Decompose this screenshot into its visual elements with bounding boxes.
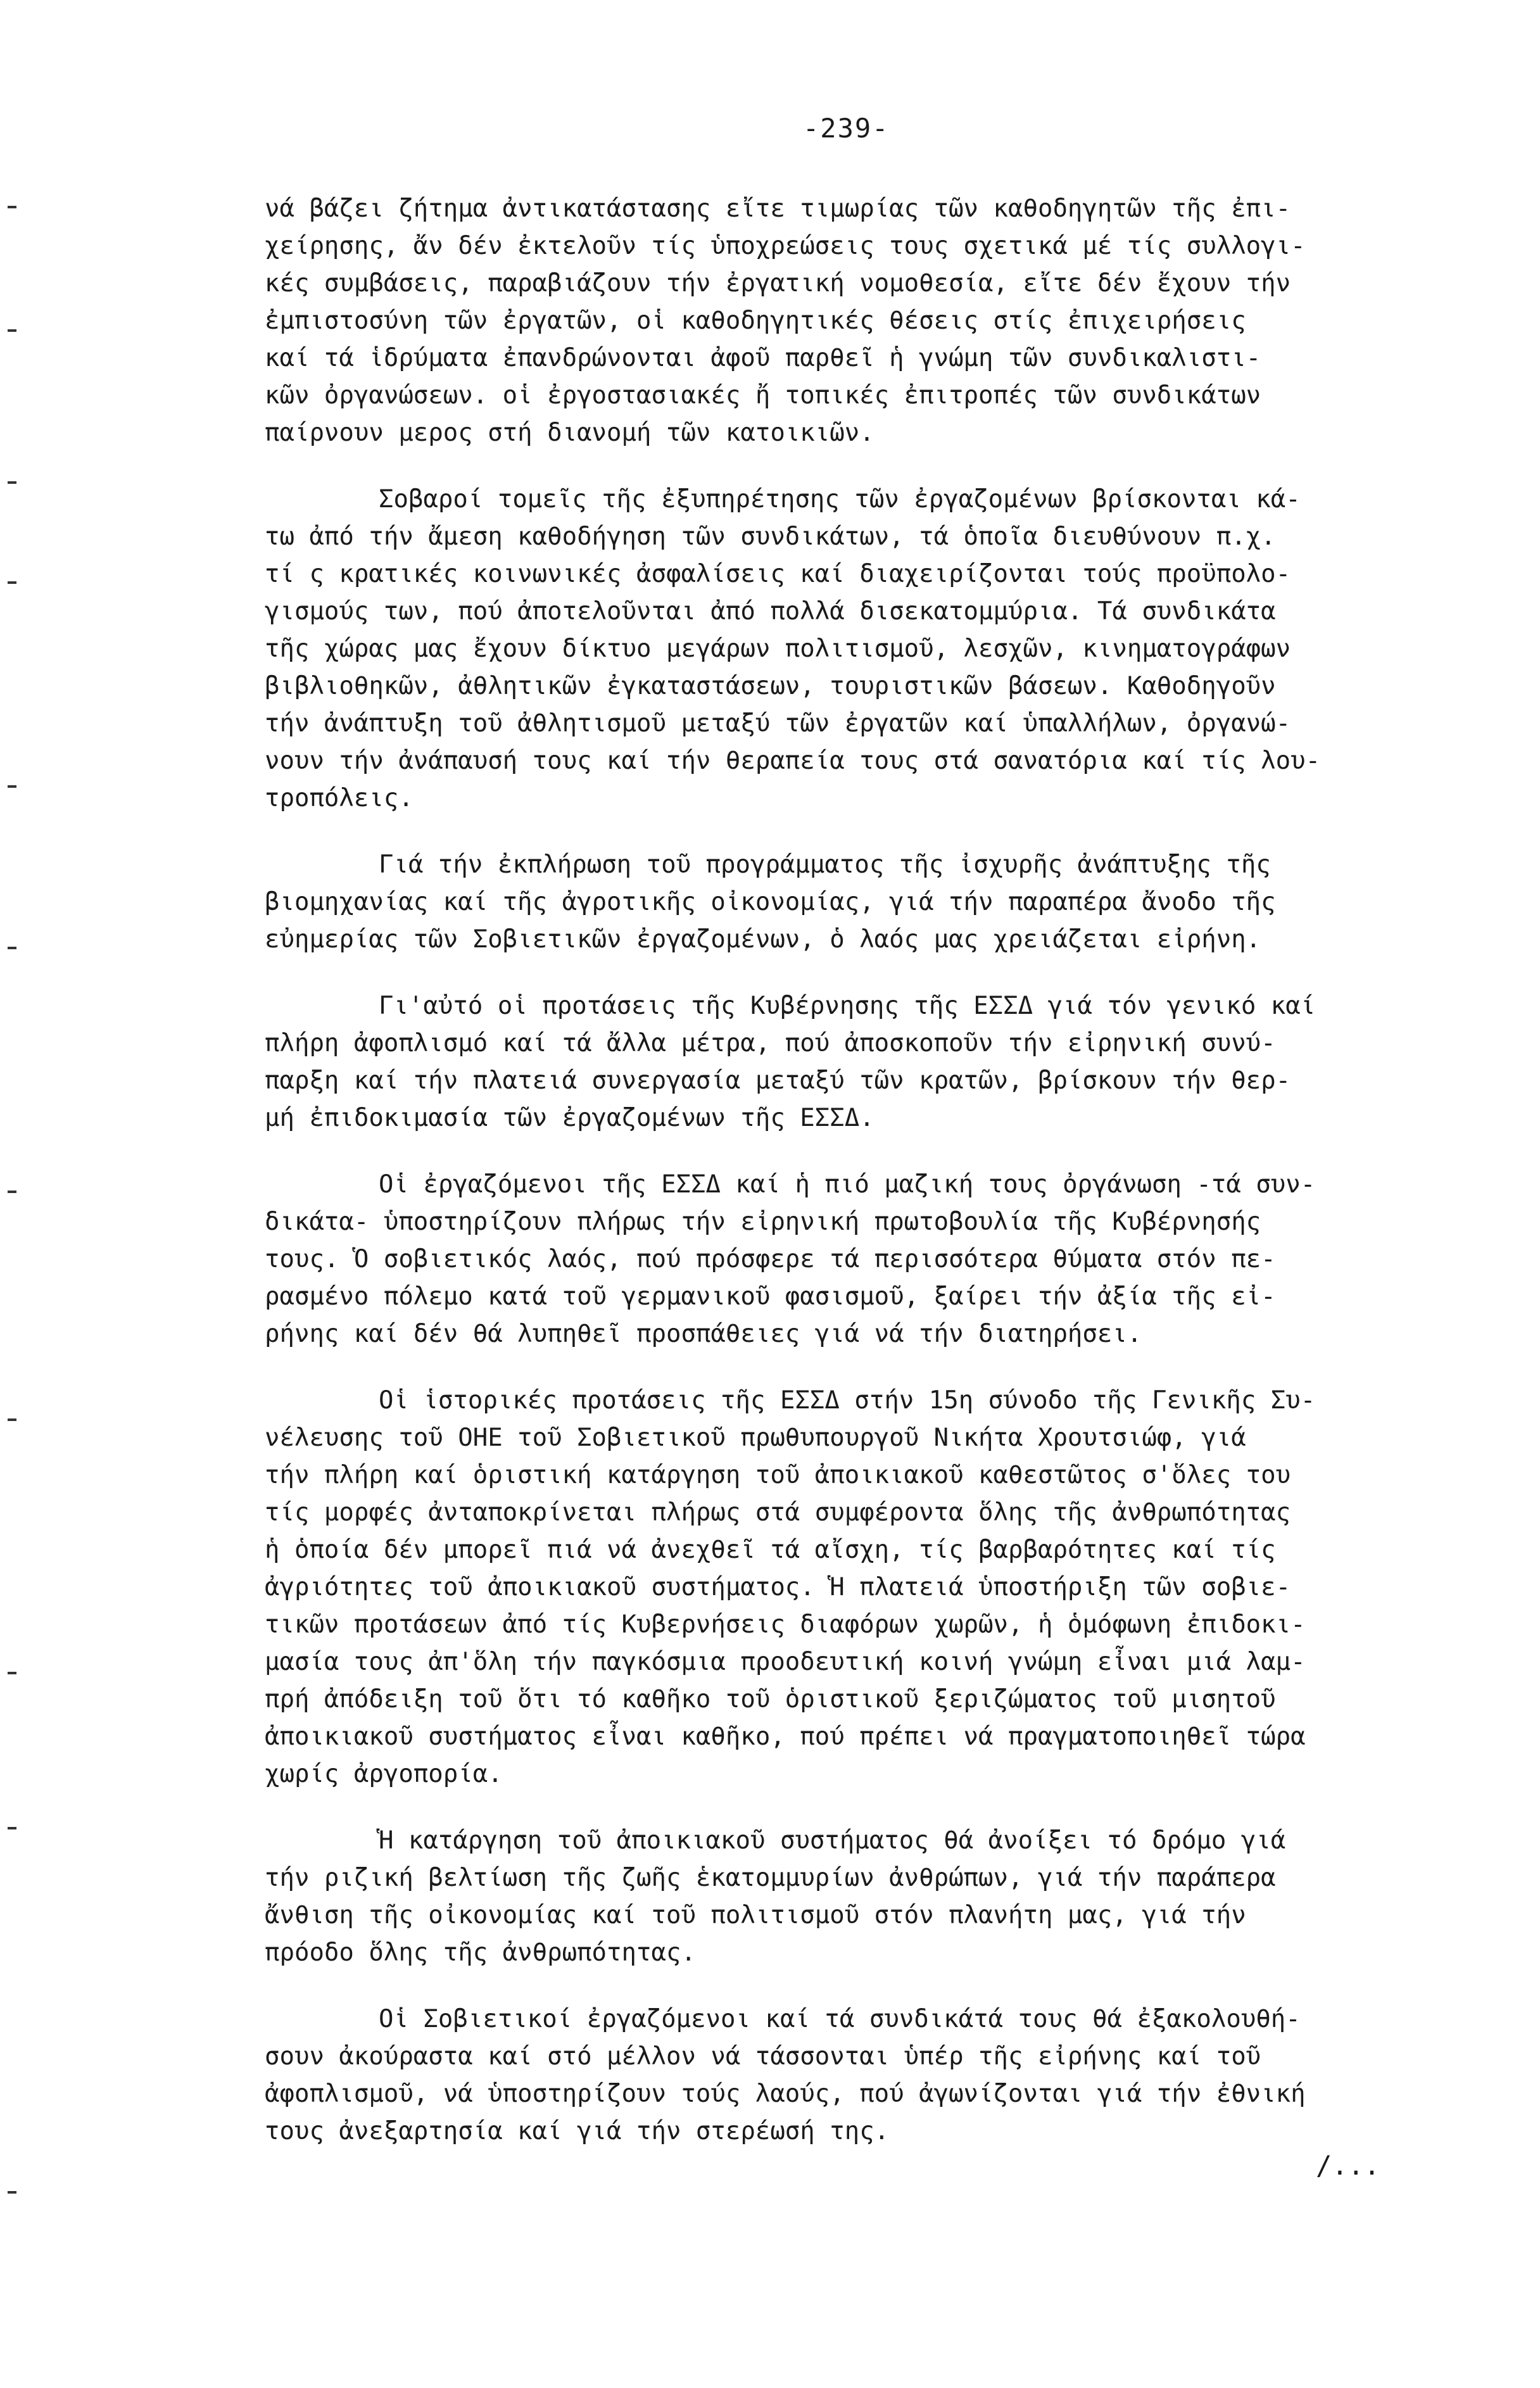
paragraph bbox=[265, 190, 1455, 452]
text-line: βιβλιοθηκῶν, ἀθλητικῶν ἐγκαταστάσεων, τουριστικῶν βάσεων. Καθοδηγοῦν bbox=[265, 672, 1276, 700]
text-line: βιομηχανίας καί τῆς ἀγροτικῆς οἰκονομίας, γιά τήν παραπέρα ἄνοδο τῆς bbox=[265, 888, 1276, 916]
text-line: καί τά ἱδρύματα ἐπανδρώνονται ἀφοῦ παρθεῖ ἡ γνώμη τῶν συνδικαλιστι- bbox=[265, 344, 1261, 372]
text-line: κῶν ὀργανώσεων. οἱ ἐργοστασιακές ἤ τοπικές ἐπιτροπές τῶν συνδικάτων bbox=[265, 381, 1261, 410]
text-line: τήν ριζική βελτίωση τῆς ζωῆς ἑκατομμυρίων ἀνθρώπων, γιά τήν παράπερα bbox=[265, 1864, 1276, 1892]
continuation-mark: /... bbox=[1316, 2150, 1380, 2181]
paragraph bbox=[265, 1822, 1455, 1971]
paragraph bbox=[265, 1382, 1455, 1793]
text-line: δικάτα- ὑποστηρίζουν πλήρως τήν εἰρηνική πρωτοβουλία τῆς Κυβέρνησής bbox=[265, 1208, 1261, 1236]
text-line: παίρνουν μερος στή διανομή τῶν κατοικιῶν. bbox=[265, 419, 874, 447]
text-line: παρξη καί τήν πλατειά συνεργασία μεταξύ τῶν κρατῶν, βρίσκουν τήν θερ- bbox=[265, 1066, 1291, 1095]
margin-tick bbox=[8, 2191, 16, 2194]
text-line: Οἱ ἐργαζόμενοι τῆς ΕΣΣΔ καί ἡ πιό μαζική τους ὀργάνωση -τά συν- bbox=[379, 1170, 1316, 1199]
text-line: πλήρη ἀφοπλισμό καί τά ἄλλα μέτρα, πού ἀποσκοποῦν τήν εἰρηνική συνύ- bbox=[265, 1029, 1276, 1058]
text-line: χείρησης, ἄν δέν ἐκτελοῦν τίς ὑποχρεώσεις τους σχετικά μέ τίς συλλογι- bbox=[265, 232, 1306, 260]
text-line: Σοβαροί τομεῖς τῆς ἐξυπηρέτησης τῶν ἐργαζομένων βρίσκονται κά- bbox=[379, 485, 1301, 514]
text-line: ἀφοπλισμοῦ, νά ὑποστηρίζουν τούς λαούς, πού ἀγωνίζονται γιά τήν ἐθνική bbox=[265, 2080, 1306, 2108]
paragraph bbox=[265, 987, 1455, 1137]
text-line: σουν ἀκούραστα καί στό μέλλον νά τάσσονται ὑπέρ τῆς εἰρήνης καί τοῦ bbox=[265, 2042, 1261, 2071]
paragraph bbox=[265, 2000, 1455, 2150]
page-number: -239- bbox=[803, 113, 890, 144]
text-line: μή ἐπιδοκιμασία τῶν ἐργαζομένων τῆς ΕΣΣΔ. bbox=[265, 1104, 874, 1132]
text-line: τήν πλήρη καί ὁριστική κατάργηση τοῦ ἀποικιακοῦ καθεστῶτος σ'ὅλες του bbox=[265, 1461, 1291, 1489]
paragraph bbox=[265, 481, 1455, 817]
text-line: ἄνθιση τῆς οἰκονομίας καί τοῦ πολιτισμοῦ στόν πλανήτη μας, γιά τήν bbox=[265, 1901, 1246, 1930]
text-line: πρή ἀπόδειξη τοῦ ὅτι τό καθῆκο τοῦ ὁριστικοῦ ξεριζώματος τοῦ μισητοῦ bbox=[265, 1685, 1276, 1714]
margin-tick bbox=[8, 481, 16, 484]
margin-tick bbox=[8, 1418, 16, 1421]
text-line: ρασμένο πόλεμο κατά τοῦ γερμανικοῦ φασισμοῦ, ξαίρει τήν ἀξία τῆς εἰ- bbox=[265, 1282, 1276, 1311]
text-line: χωρίς ἀργοπορία. bbox=[265, 1760, 503, 1788]
text-line: ἀποικιακοῦ συστήματος εἶναι καθῆκο, πού πρέπει νά πραγματοποιηθεῖ τώρα bbox=[265, 1722, 1306, 1751]
text-line: νά βάζει ζήτημα ἀντικατάστασης εἴτε τιμωρίας τῶν καθοδηγητῶν τῆς ἐπι- bbox=[265, 194, 1291, 223]
text-line: πρόοδο ὅλης τῆς ἀνθρωπότητας. bbox=[265, 1938, 696, 1967]
text-line: κές συμβάσεις, παραβιάζουν τήν ἐργατική νομοθεσία, εἴτε δέν ἔχουν τήν bbox=[265, 269, 1291, 298]
margin-tick bbox=[8, 581, 16, 584]
text-line: νουν τήν ἀνάπαυσή τους καί τήν θεραπεία τους στά σανατόρια καί τίς λου- bbox=[265, 747, 1321, 775]
text-line: γισμούς των, πού ἀποτελοῦνται ἀπό πολλά δισεκατομμύρια. Τά συνδικάτα bbox=[265, 597, 1276, 626]
text-line: τους. Ὁ σοβιετικός λαός, πού πρόσφερε τά περισσότερα θύματα στόν πε- bbox=[265, 1245, 1276, 1273]
margin-tick bbox=[8, 1827, 16, 1829]
text-line: τροπόλεις. bbox=[265, 784, 413, 812]
text-line: τους ἀνεξαρτησία καί γιά τήν στερέωσή της. bbox=[265, 2117, 890, 2145]
text-line: τίς μορφές ἀνταποκρίνεται πλήρως στά συμφέροντα ὅλης τῆς ἀνθρωπότητας bbox=[265, 1498, 1291, 1527]
paragraph bbox=[265, 1166, 1455, 1353]
margin-tick bbox=[8, 1672, 16, 1674]
text-line: εὐημερίας τῶν Σοβιετικῶν ἐργαζομένων, ὁ λαός μας χρειάζεται εἰρήνη. bbox=[265, 925, 1261, 954]
margin-tick bbox=[8, 1191, 16, 1193]
text-line: τήν ἀνάπτυξη τοῦ ἀθλητισμοῦ μεταξύ τῶν ἐργατῶν καί ὑπαλλήλων, ὀργανώ- bbox=[265, 709, 1291, 738]
text-line: Γιά τήν ἐκπλήρωση τοῦ προγράμματος τῆς ἰσχυρῆς ἀνάπτυξης τῆς bbox=[379, 850, 1271, 879]
text-line: τῆς χώρας μας ἔχουν δίκτυο μεγάρων πολιτισμοῦ, λεσχῶν, κινηματογράφων bbox=[265, 635, 1291, 663]
text-line: ρήνης καί δέν θά λυπηθεῖ προσπάθειες γιά νά τήν διατηρήσει. bbox=[265, 1320, 1142, 1348]
body-text bbox=[265, 190, 1455, 2179]
margin-tick bbox=[8, 947, 16, 949]
margin-tick bbox=[8, 785, 16, 788]
paragraph bbox=[265, 846, 1455, 958]
text-line: νέλευσης τοῦ ΟΗΕ τοῦ Σοβιετικοῦ πρωθυπουργοῦ Νικήτα Χρουτσιώφ, γιά bbox=[265, 1424, 1246, 1452]
margin-tick bbox=[8, 329, 16, 332]
text-line: ἀγριότητες τοῦ ἀποικιακοῦ συστήματος. Ἡ πλατειά ὑποστήριξη τῶν σοβιε- bbox=[265, 1573, 1291, 1601]
text-line: τικῶν προτάσεων ἀπό τίς Κυβερνήσεις διαφόρων χωρῶν, ἡ ὁμόφωνη ἐπιδοκι- bbox=[265, 1610, 1306, 1639]
text-line: ἡ ὁποία δέν μπορεῖ πιά νά ἀνεχθεῖ τά αἴσχη, τίς βαρβαρότητες καί τίς bbox=[265, 1536, 1276, 1564]
text-line: Οἱ Σοβιετικοί ἐργαζόμενοι καί τά συνδικάτά τους θά ἐξακολουθή- bbox=[379, 2005, 1301, 2033]
text-line: ἐμπιστοσύνη τῶν ἐργατῶν, οἱ καθοδηγητικές θέσεις στίς ἐπιχειρήσεις bbox=[265, 306, 1246, 335]
text-line: μασία τους ἀπ'ὅλη τήν παγκόσμια προοδευτική κοινή γνώμη εἶναι μιά λαμ- bbox=[265, 1648, 1306, 1676]
text-line: Ἡ κατάργηση τοῦ ἀποικιακοῦ συστήματος θά ἀνοίξει τό δρόμο γιά bbox=[379, 1826, 1286, 1855]
margin-tick bbox=[8, 206, 16, 208]
text-line: τω ἀπό τήν ἄμεση καθοδήγηση τῶν συνδικάτων, τά ὁποῖα διευθύνουν π.χ. bbox=[265, 522, 1276, 551]
text-line: τί ς κρατικές κοινωνικές ἀσφαλίσεις καί διαχειρίζονται τούς προϋπολο- bbox=[265, 560, 1291, 588]
text-line: Οἱ ἱστορικές προτάσεις τῆς ΕΣΣΔ στήν 15η σύνοδο τῆς Γενικῆς Συ- bbox=[379, 1386, 1316, 1415]
text-line: Γι'αὐτό οἱ προτάσεις τῆς Κυβέρνησης τῆς ΕΣΣΔ γιά τόν γενικό καί bbox=[379, 992, 1316, 1020]
